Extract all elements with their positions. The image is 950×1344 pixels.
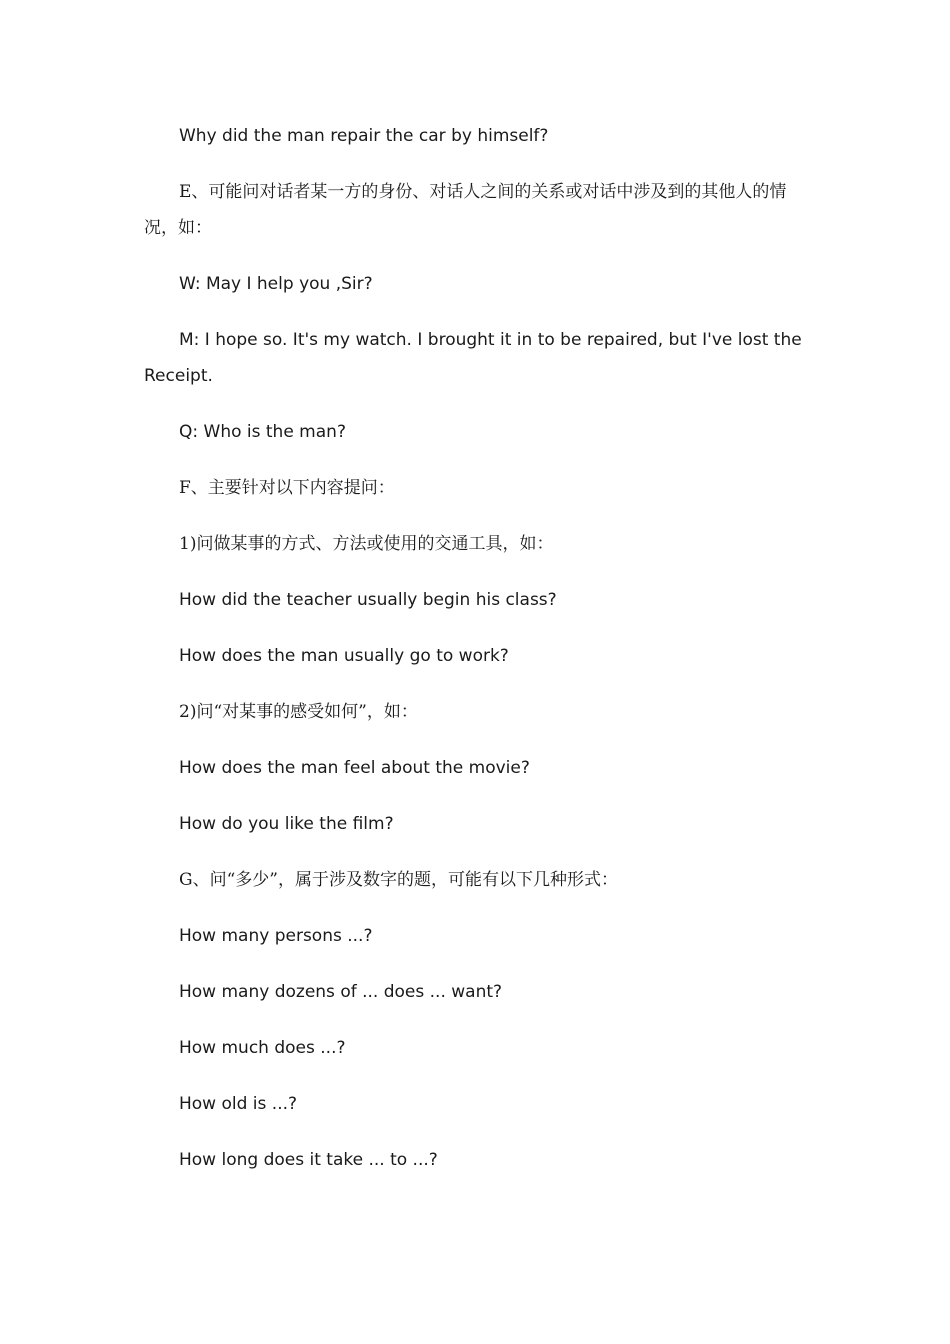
paragraph: How many dozens of ... does ... want? [179,982,503,1002]
document-body [144,118,810,1198]
paragraph: Why did the man repair the car by himself? [179,126,549,146]
paragraph: 1)问做某事的方式、方法或使用的交通工具，如： [179,534,554,554]
paragraph: Q: Who is the man? [179,422,346,442]
paragraph: M: I hope so. It's my watch. I brought it in to be repaired, but I've lost the Receipt. [144,330,802,386]
paragraph: E、可能问对话者某一方的身份、对话人之间的关系或对话中涉及到的其他人的情况，如： [144,182,787,238]
paragraph: How does the man usually go to work? [179,646,509,666]
paragraph: How old is ...? [179,1094,298,1114]
paragraph: How does the man feel about the movie? [179,758,530,778]
paragraph: How do you like the film? [179,814,394,834]
paragraph: How long does it take ... to ...? [179,1150,438,1170]
paragraph: F、主要针对以下内容提问： [179,478,395,498]
paragraph: W: May I help you ,Sir? [179,274,373,294]
paragraph: How many persons ...? [179,926,373,946]
paragraph: 2)问“对某事的感受如何”，如： [179,702,418,722]
paragraph: G、问“多少”，属于涉及数字的题，可能有以下几种形式： [179,870,618,890]
paragraph: How did the teacher usually begin his class? [179,590,557,610]
paragraph: How much does ...? [179,1038,346,1058]
